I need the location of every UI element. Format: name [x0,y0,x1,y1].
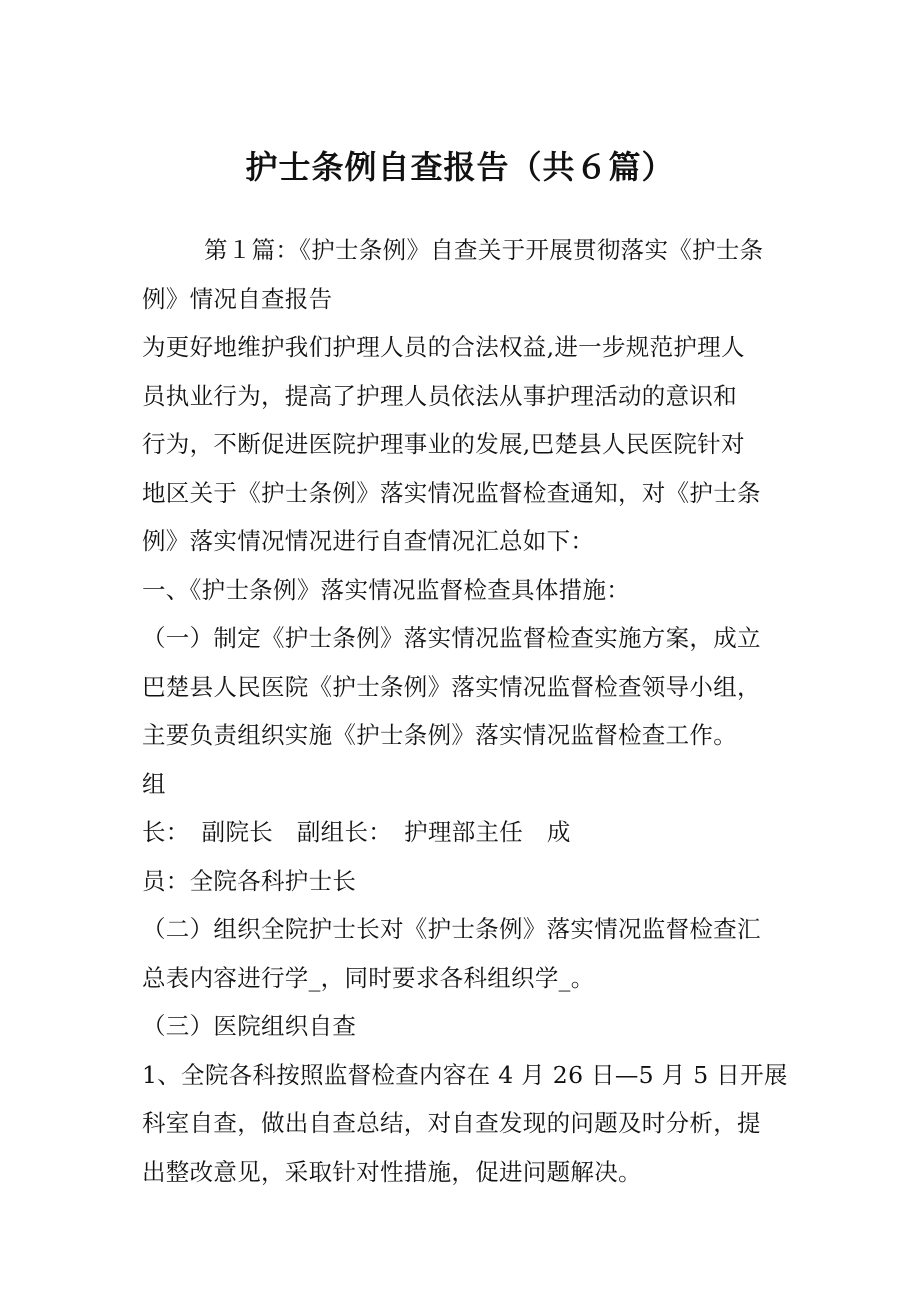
text-line: 员执业行为，提高了护理人员依法从事护理活动的意识和 [142,381,737,410]
text-line: 一、《护士条例》落实情况监督检查具体措施： [142,575,631,604]
text-line: 组 [142,769,166,798]
text-line: 总表内容进行学_，同时要求各科组织学_。 [142,963,595,992]
text-line: 行为，不断促进医院护理事业的发展,巴楚县人民医院针对 [142,430,745,458]
text-line: （一）制定《护士条例》落实情况监督检查实施方案，成立 [142,624,761,652]
text-line: 为更好地维护我们护理人员的合法权益,进一步规范护理人 [142,333,745,361]
text-line: 例》落实情况情况进行自查情况汇总如下： [142,527,595,555]
text-line: 例》情况自查报告 [142,284,333,313]
text-line: （三）医院组织自查 [142,1012,357,1040]
text-line: 地区关于《护士条例》落实情况监督检查通知，对《护士条 [142,478,761,507]
document-body [142,226,788,1196]
document-title: 护士条例自查报告（共６篇） [245,148,675,186]
text-line: 员：全院各科护士长 [142,866,357,895]
text-line: （二）组织全院护士长对《护士条例》落实情况监督检查汇 [142,915,761,943]
text-line: 1、全院各科按照监督检查内容在 4 月 26 日—5 月 5 日开展 [142,1060,788,1089]
text-line: 出整改意见，采取针对性措施，促进问题解决。 [142,1157,642,1186]
text-line: 巴楚县人民医院《护士条例》落实情况监督检查领导小组， [142,672,761,701]
text-line: 第１篇：《护士条例》自查关于开展贯彻落实《护士条 [204,236,764,264]
text-line: 科室自查，做出自查总结，对自查发现的问题及时分析，提 [142,1109,761,1137]
text-line: 主要负责组织实施《护士条例》落实情况监督检查工作。 [142,721,737,749]
text-line: 长： 副院长 副组长： 护理部主任 成 [142,818,571,846]
